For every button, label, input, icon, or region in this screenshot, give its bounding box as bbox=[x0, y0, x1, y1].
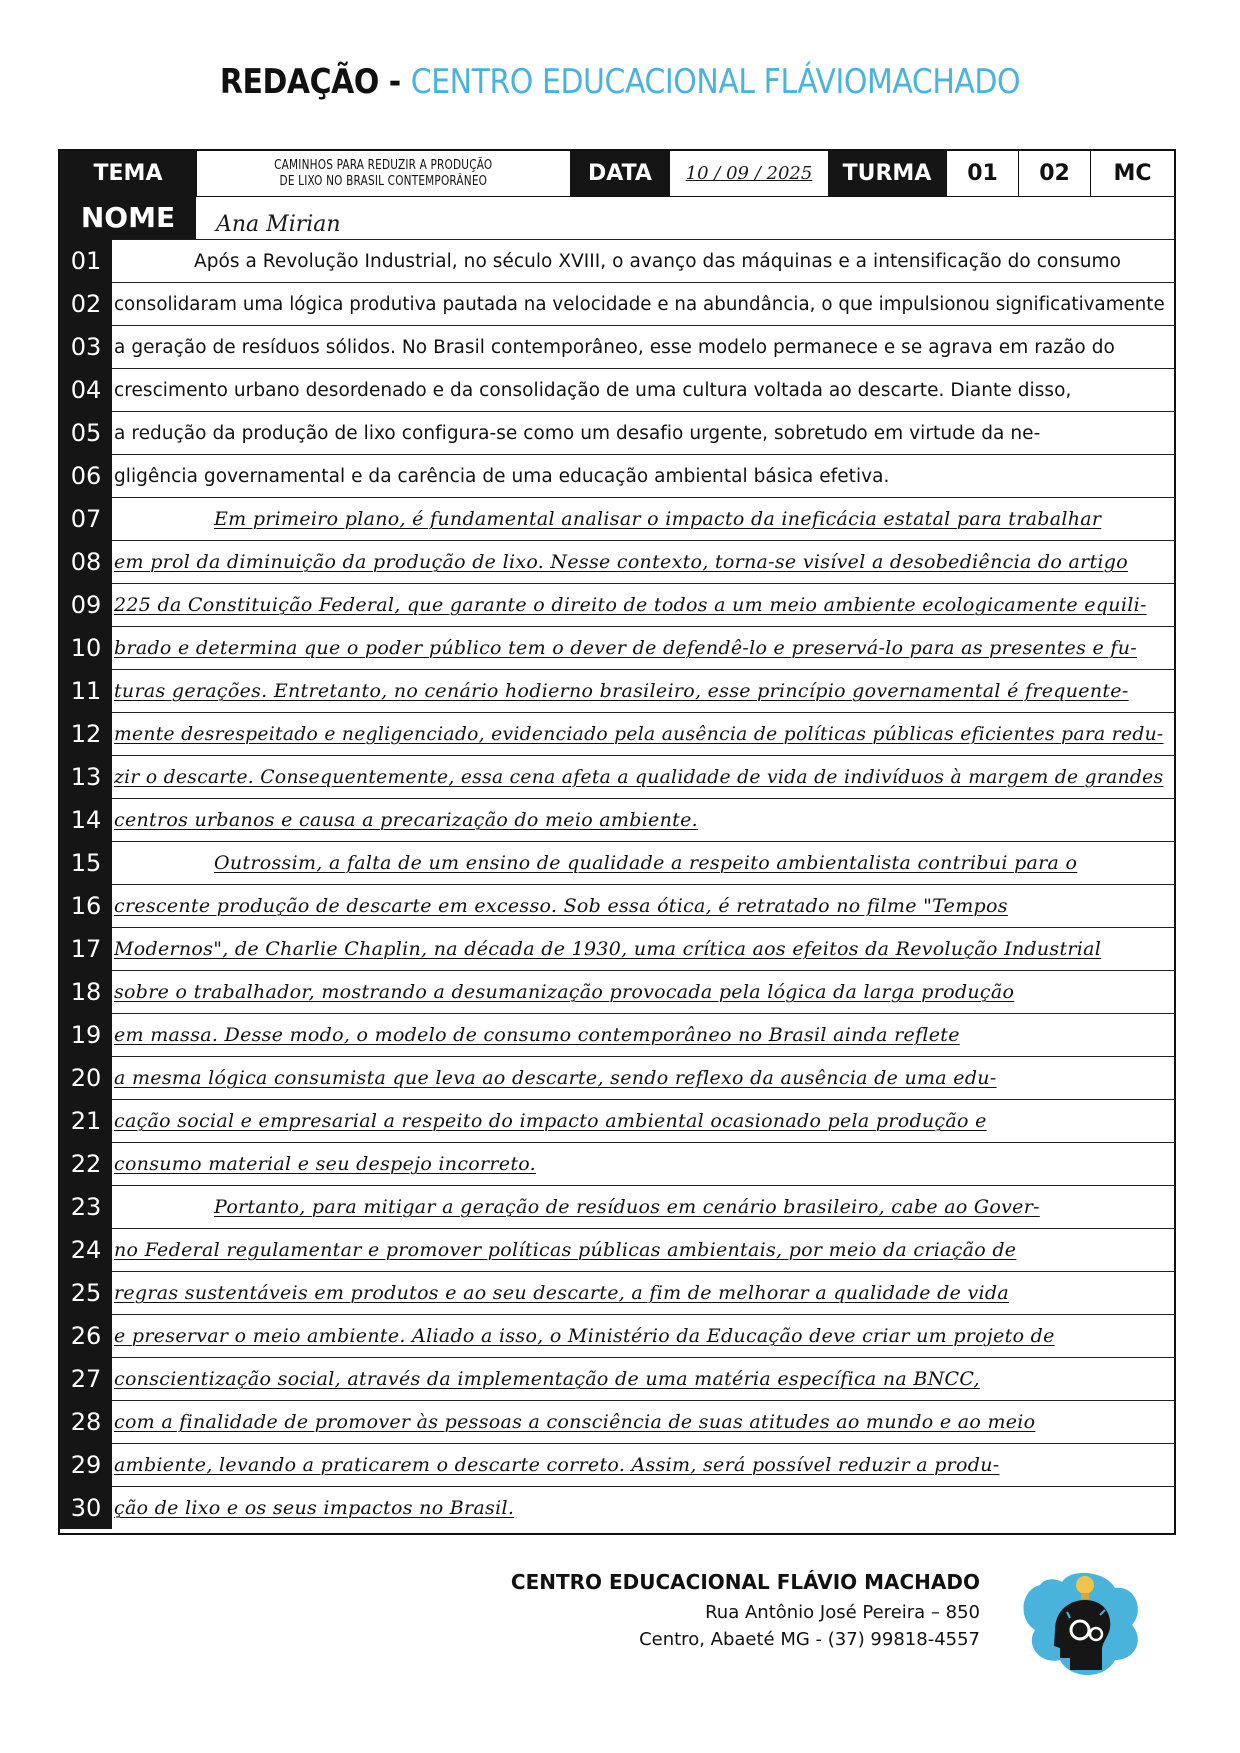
line-text: turas gerações. Entretanto, no cenário hodierno brasileiro, esse princípio governamental é frequente- bbox=[114, 680, 1129, 702]
nome-label: NOME bbox=[60, 196, 196, 239]
essay-line[interactable] bbox=[60, 1357, 1174, 1400]
essay-line[interactable] bbox=[60, 454, 1174, 497]
line-text: Modernos", de Charlie Chaplin, na década de 1930, uma crítica aos efeitos da Revolução Industrial bbox=[114, 938, 1102, 960]
line-text: regras sustentáveis em produtos e ao seu descarte, a fim de melhorar a qualidade de vida bbox=[114, 1282, 1009, 1304]
name-value: Ana Mirian bbox=[216, 212, 341, 237]
line-number: 17 bbox=[60, 927, 112, 970]
line-number: 29 bbox=[60, 1443, 112, 1486]
line-number: 09 bbox=[60, 583, 112, 626]
line-number: 12 bbox=[60, 712, 112, 755]
line-number: 27 bbox=[60, 1357, 112, 1400]
line-number: 04 bbox=[60, 368, 112, 411]
name-field[interactable] bbox=[196, 196, 1174, 239]
line-text-area bbox=[114, 240, 1166, 282]
line-text: a mesma lógica consumista que leva ao descarte, sendo reflexo da ausência de uma edu- bbox=[114, 1067, 997, 1089]
line-text-area bbox=[114, 1014, 1166, 1056]
line-text-area bbox=[114, 713, 1166, 755]
essay-line[interactable] bbox=[60, 1013, 1174, 1056]
line-text-area bbox=[114, 326, 1166, 368]
essay-line[interactable] bbox=[60, 1271, 1174, 1314]
line-number: 15 bbox=[60, 841, 112, 884]
date-value: 10 / 09 / 2025 bbox=[685, 163, 813, 184]
line-text: sobre o trabalhador, mostrando a desumanização provocada pela lógica da larga produção bbox=[114, 981, 1015, 1003]
line-text-area bbox=[114, 1444, 1166, 1486]
line-number: 23 bbox=[60, 1185, 112, 1228]
tema-line-2: DE LIXO NO BRASIL CONTEMPORÂNEO bbox=[279, 173, 488, 189]
line-number: 22 bbox=[60, 1142, 112, 1185]
line-text: Em primeiro plano, é fundamental analisar o impacto da ineficácia estatal para trabalhar bbox=[214, 508, 1102, 530]
line-text: com a finalidade de promover às pessoas a consciência de suas atitudes ao mundo e ao meio bbox=[114, 1411, 1036, 1433]
line-text: em massa. Desse modo, o modelo de consumo contemporâneo no Brasil ainda reflete bbox=[114, 1024, 960, 1046]
line-text-area bbox=[114, 928, 1166, 970]
line-text: a geração de resíduos sólidos. No Brasil contemporâneo, esse modelo permanece e se agrava em razão do bbox=[114, 336, 1115, 358]
line-number: 06 bbox=[60, 454, 112, 497]
essay-line[interactable] bbox=[60, 540, 1174, 583]
line-number: 16 bbox=[60, 884, 112, 927]
line-text: crescente produção de descarte em excesso. Sob essa ótica, é retratado no filme "Tempos bbox=[114, 895, 1008, 917]
line-number: 10 bbox=[60, 626, 112, 669]
line-text: Outrossim, a falta de um ensino de qualidade a respeito ambientalista contribui para o bbox=[214, 852, 1078, 874]
line-number: 30 bbox=[60, 1486, 112, 1529]
line-text: ção de lixo e os seus impactos no Brasil. bbox=[114, 1497, 515, 1519]
essay-line[interactable] bbox=[60, 1486, 1174, 1529]
data-label: DATA bbox=[570, 151, 670, 196]
line-text: consumo material e seu despejo incorreto. bbox=[114, 1153, 536, 1175]
line-text-area bbox=[114, 971, 1166, 1013]
line-text: cação social e empresarial a respeito do impacto ambiental ocasionado pela produção e bbox=[114, 1110, 987, 1132]
tema-line-1: CAMINHOS PARA REDUZIR A PRODUÇÃO bbox=[274, 157, 493, 173]
date-field[interactable] bbox=[670, 151, 828, 196]
essay-line[interactable] bbox=[60, 1400, 1174, 1443]
line-number: 05 bbox=[60, 411, 112, 454]
essay-line[interactable] bbox=[60, 712, 1174, 755]
line-text-area bbox=[114, 756, 1166, 798]
header-row-nome bbox=[60, 196, 1174, 239]
turma-label: TURMA bbox=[828, 151, 946, 196]
line-number: 14 bbox=[60, 798, 112, 841]
essay-lines bbox=[60, 239, 1174, 1533]
line-text-area bbox=[114, 412, 1166, 454]
essay-line[interactable] bbox=[60, 927, 1174, 970]
line-text: centros urbanos e causa a precarização do meio ambiente. bbox=[114, 809, 698, 831]
essay-line[interactable] bbox=[60, 583, 1174, 626]
line-number: 21 bbox=[60, 1099, 112, 1142]
line-text-area bbox=[114, 1100, 1166, 1142]
essay-line[interactable] bbox=[60, 669, 1174, 712]
line-text-area bbox=[114, 283, 1166, 325]
line-number: 26 bbox=[60, 1314, 112, 1357]
tema-label: TEMA bbox=[60, 151, 196, 196]
essay-line[interactable] bbox=[60, 411, 1174, 454]
tema-value bbox=[196, 151, 570, 196]
line-text: ambiente, levando a praticarem o descarte correto. Assim, será possível reduzir a produ- bbox=[114, 1454, 1000, 1476]
line-number: 20 bbox=[60, 1056, 112, 1099]
essay-line[interactable] bbox=[60, 1314, 1174, 1357]
essay-line[interactable] bbox=[60, 1099, 1174, 1142]
line-text: conscientização social, através da implementação de uma matéria específica na BNCC, bbox=[114, 1368, 980, 1390]
line-number: 28 bbox=[60, 1400, 112, 1443]
footer bbox=[470, 1570, 980, 1650]
essay-sheet bbox=[58, 149, 1176, 1535]
line-text-area bbox=[114, 1401, 1166, 1443]
title-school: CENTRO EDUCACIONAL FLÁVIOMACHADO bbox=[410, 62, 1021, 102]
essay-line[interactable] bbox=[60, 1443, 1174, 1486]
essay-line[interactable] bbox=[60, 497, 1174, 540]
line-text: em prol da diminuição da produção de lixo. Nesse contexto, torna-se visível a desobediência do artigo bbox=[114, 551, 1128, 573]
line-text-area bbox=[114, 799, 1166, 841]
line-text: no Federal regulamentar e promover políticas públicas ambientais, por meio da criação de bbox=[114, 1239, 1017, 1261]
footer-org: CENTRO EDUCACIONAL FLÁVIO MACHADO bbox=[510, 1570, 980, 1594]
line-number: 13 bbox=[60, 755, 112, 798]
line-text: consolidaram uma lógica produtiva pautada na velocidade e na abundância, o que impulsionou significativamente bbox=[114, 293, 1165, 315]
line-text: brado e determina que o poder público tem o dever de defendê-lo e preservá-lo para as presentes e fu- bbox=[114, 637, 1137, 659]
line-text: a redução da produção de lixo configura-se como um desafio urgente, sobretudo em virtude da ne- bbox=[114, 422, 1041, 444]
essay-line[interactable] bbox=[60, 841, 1174, 884]
essay-line[interactable] bbox=[60, 1056, 1174, 1099]
line-number: 18 bbox=[60, 970, 112, 1013]
line-text-area bbox=[114, 584, 1166, 626]
line-text-area bbox=[114, 1057, 1166, 1099]
line-text-area bbox=[114, 1487, 1166, 1529]
line-number: 11 bbox=[60, 669, 112, 712]
line-text: gligência governamental e da carência de uma educação ambiental básica efetiva. bbox=[114, 465, 890, 487]
line-text: 225 da Constituição Federal, que garante o direito de todos a um meio ambiente ecologicamente equili- bbox=[114, 594, 1147, 616]
line-text-area bbox=[114, 1358, 1166, 1400]
essay-line[interactable] bbox=[60, 884, 1174, 927]
line-number: 19 bbox=[60, 1013, 112, 1056]
essay-line[interactable] bbox=[60, 325, 1174, 368]
line-text: crescimento urbano desordenado e da consolidação de uma cultura voltada ao descarte. Diante disso, bbox=[114, 379, 1072, 401]
essay-line[interactable] bbox=[60, 798, 1174, 841]
turma-option-mc[interactable]: MC bbox=[1090, 151, 1174, 196]
line-text-area bbox=[114, 455, 1166, 497]
page-title bbox=[74, 62, 1165, 102]
essay-line[interactable] bbox=[60, 1185, 1174, 1228]
line-number: 08 bbox=[60, 540, 112, 583]
header-row-tema bbox=[60, 151, 1174, 197]
line-text: zir o descarte. Consequentemente, essa cena afeta a qualidade de vida de indivíduos à margem de grandes bbox=[114, 766, 1164, 788]
essay-line[interactable] bbox=[60, 970, 1174, 1013]
school-logo-icon bbox=[1010, 1560, 1150, 1690]
turma-option-01[interactable]: 01 bbox=[946, 151, 1018, 196]
line-text: mente desrespeitado e negligenciado, evidenciado pela ausência de políticas públicas eficientes para redu- bbox=[114, 723, 1164, 745]
essay-line[interactable] bbox=[60, 368, 1174, 411]
line-text-area bbox=[114, 627, 1166, 669]
line-number: 25 bbox=[60, 1271, 112, 1314]
title-bold: REDAÇÃO - bbox=[219, 62, 401, 102]
line-text-area bbox=[114, 1272, 1166, 1314]
line-number: 07 bbox=[60, 497, 112, 540]
line-number: 03 bbox=[60, 325, 112, 368]
line-text: e preservar o meio ambiente. Aliado a isso, o Ministério da Educação deve criar um projeto de bbox=[114, 1325, 1055, 1347]
line-text-area bbox=[114, 541, 1166, 583]
essay-line[interactable] bbox=[60, 239, 1174, 282]
line-text-area bbox=[114, 1186, 1166, 1228]
line-text-area bbox=[114, 1229, 1166, 1271]
essay-line[interactable] bbox=[60, 1228, 1174, 1271]
footer-address: Rua Antônio José Pereira – 850 bbox=[705, 1602, 980, 1623]
essay-line[interactable] bbox=[60, 626, 1174, 669]
line-text-area bbox=[114, 670, 1166, 712]
line-text-area bbox=[114, 1315, 1166, 1357]
line-text: Após a Revolução Industrial, no século XVIII, o avanço das máquinas e a intensificação do consumo bbox=[194, 250, 1121, 272]
line-number: 24 bbox=[60, 1228, 112, 1271]
line-number: 02 bbox=[60, 282, 112, 325]
essay-line[interactable] bbox=[60, 282, 1174, 325]
line-text-area bbox=[114, 1143, 1166, 1185]
line-text-area bbox=[114, 498, 1166, 540]
line-text-area bbox=[114, 885, 1166, 927]
essay-line[interactable] bbox=[60, 755, 1174, 798]
line-text-area bbox=[114, 369, 1166, 411]
line-text: Portanto, para mitigar a geração de resíduos em cenário brasileiro, cabe ao Gover- bbox=[214, 1196, 1040, 1218]
turma-option-02[interactable]: 02 bbox=[1018, 151, 1090, 196]
footer-city: Centro, Abaeté MG - (37) 99818-4557 bbox=[639, 1629, 980, 1650]
line-number: 01 bbox=[60, 239, 112, 282]
line-text-area bbox=[114, 842, 1166, 884]
essay-line[interactable] bbox=[60, 1142, 1174, 1185]
